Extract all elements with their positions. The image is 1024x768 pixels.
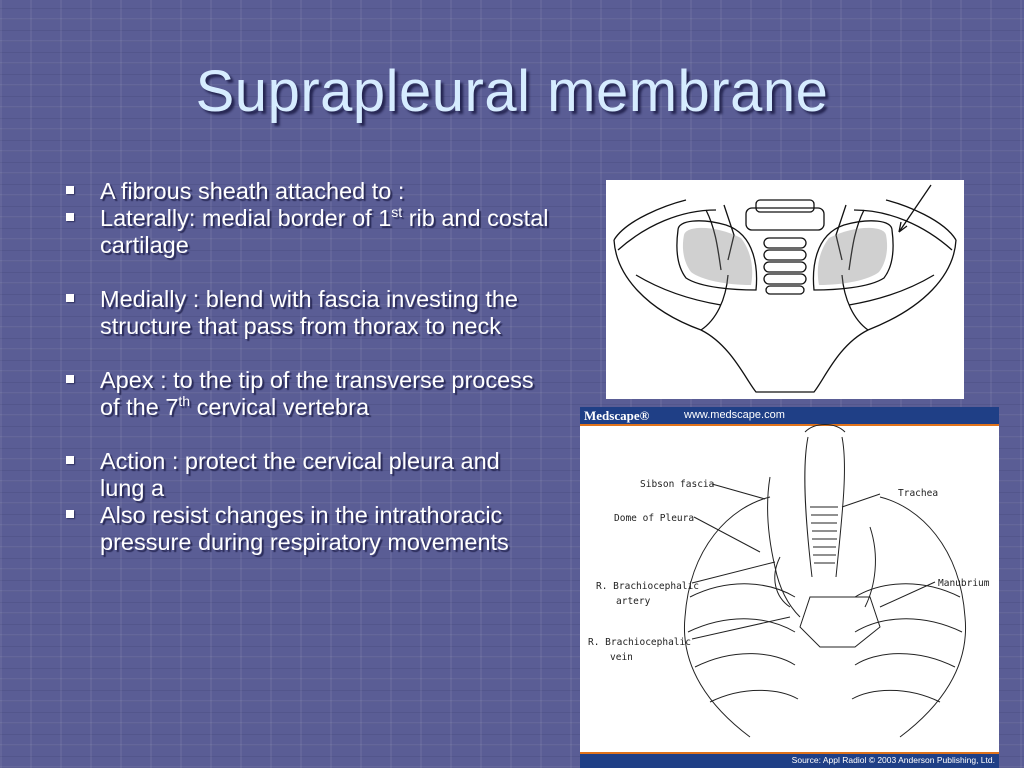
bullet-text-start: Apex : to the tip of the transverse process of the 7 xyxy=(100,367,534,420)
bullet-item xyxy=(60,178,550,205)
label-brachiocephalic-vein-2: vein xyxy=(610,652,633,663)
square-bullet-icon xyxy=(66,375,74,383)
thoracic-inlet-drawing xyxy=(606,180,964,399)
label-brachiocephalic-artery-2: artery xyxy=(616,596,651,607)
thoracic-inlet-illustration xyxy=(606,180,964,399)
square-bullet-icon xyxy=(66,213,74,221)
square-bullet-icon xyxy=(66,186,74,194)
bullet-list xyxy=(60,178,550,556)
medscape-url: www.medscape.com xyxy=(684,409,785,421)
square-bullet-icon xyxy=(66,294,74,302)
slide-title: Suprapleural membrane xyxy=(195,59,829,124)
superscript: th xyxy=(178,393,191,410)
square-bullet-icon xyxy=(66,510,74,518)
bullet-text-end: cervical vertebra xyxy=(190,394,370,420)
neck-anatomy-drawing xyxy=(580,407,999,768)
bullet-item xyxy=(60,502,550,556)
medscape-logo: Medscape® xyxy=(584,408,650,423)
bullet-item xyxy=(60,205,550,259)
label-manubrium: Manubrium xyxy=(938,578,990,589)
label-trachea: Trachea xyxy=(898,488,939,499)
bullet-item xyxy=(60,367,550,421)
bullet-text: Medially : blend with fascia investing the structure that pass from thorax to neck xyxy=(100,286,518,339)
bullet-item xyxy=(60,286,550,340)
bullet-text-end: rib and costal cartilage xyxy=(100,205,549,258)
superscript: st xyxy=(391,204,403,221)
bullet-item xyxy=(60,448,550,502)
label-sibson-fascia: Sibson fascia xyxy=(640,479,715,490)
source-credit: Source: Appl Radiol © 2003 Anderson Publishing, Ltd. xyxy=(791,755,995,765)
label-brachiocephalic-vein: R. Brachiocephalic xyxy=(588,637,691,648)
label-dome-of-pleura: Dome of Pleura xyxy=(614,513,695,524)
bullet-text: A fibrous sheath attached to : xyxy=(100,178,405,204)
medscape-diagram xyxy=(580,407,999,768)
bullet-text-start: Laterally: medial border of 1 xyxy=(100,205,392,231)
medscape-footer xyxy=(580,752,999,768)
label-brachiocephalic-artery: R. Brachiocephalic xyxy=(596,581,699,592)
square-bullet-icon xyxy=(66,456,74,464)
bullet-text: Also resist changes in the intrathoracic pressure during respiratory movements xyxy=(100,502,509,555)
bullet-text: Action : protect the cervical pleura and lung a xyxy=(100,448,500,501)
